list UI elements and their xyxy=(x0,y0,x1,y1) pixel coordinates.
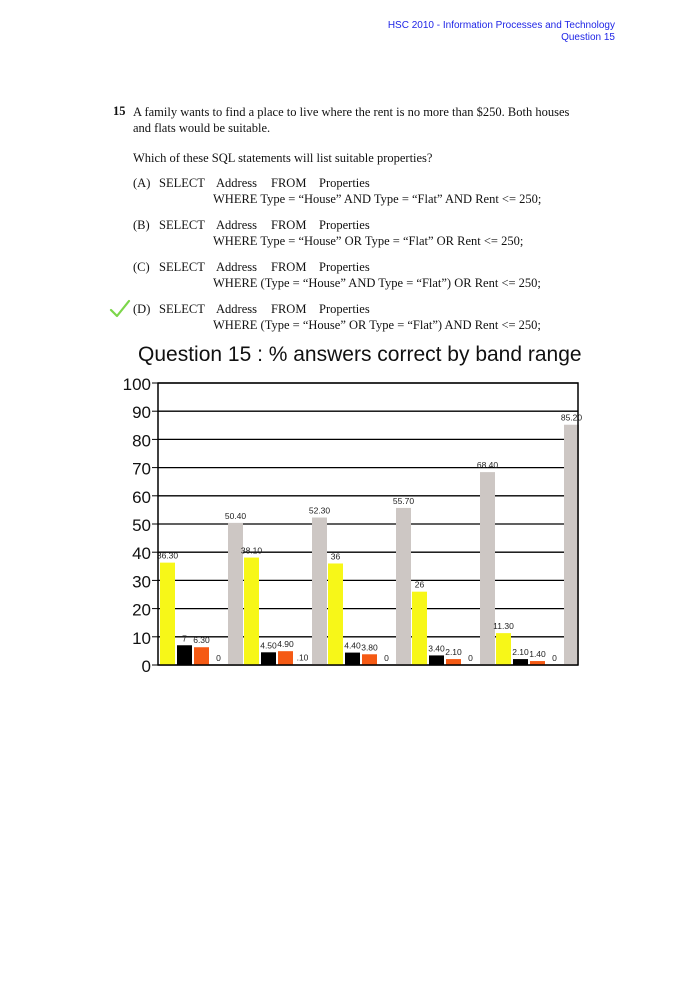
y-tick-label: 90 xyxy=(132,403,151,423)
data-label: 4.90 xyxy=(277,639,294,650)
y-tick-label: 70 xyxy=(132,459,151,479)
bar-orange xyxy=(446,659,461,665)
option-b-label: (B) xyxy=(133,218,150,232)
data-label: 26 xyxy=(414,579,425,590)
data-label: 2.10 xyxy=(445,647,462,658)
option-d-where: WHERE (Type = “House” OR Type = “Flat”) AND Rent <= 250; xyxy=(213,318,541,332)
option-c xyxy=(133,260,588,292)
bar-yellow xyxy=(160,563,175,665)
bar-grey xyxy=(228,523,243,665)
data-label: 50.40 xyxy=(224,510,247,521)
y-tick-label: 30 xyxy=(132,572,151,592)
data-label: 1.40 xyxy=(529,649,546,660)
option-a xyxy=(133,176,588,208)
data-label: 6.30 xyxy=(193,635,210,646)
option-b-from: FROM xyxy=(271,218,307,232)
question-number: 15 xyxy=(113,104,126,118)
page-header xyxy=(388,20,615,44)
option-c-from: FROM xyxy=(271,260,307,274)
data-label: 0 xyxy=(384,653,389,663)
data-label: 55.70 xyxy=(392,495,415,506)
option-c-select: SELECT xyxy=(159,260,205,274)
option-b xyxy=(133,218,588,250)
data-label: 4.40 xyxy=(344,640,361,651)
data-label: 7 xyxy=(182,633,187,644)
option-a-select: SELECT xyxy=(159,176,205,190)
bar-yellow xyxy=(244,558,259,665)
data-label: 0 xyxy=(468,653,473,663)
bar-yellow xyxy=(496,633,511,665)
data-label: 0 xyxy=(216,653,221,663)
data-label: .10 xyxy=(296,652,309,663)
y-tick-label: 20 xyxy=(132,600,151,620)
data-label: 36.30 xyxy=(156,550,179,561)
bar-orange xyxy=(278,651,293,665)
bar-black xyxy=(513,659,528,665)
option-d-field: Address xyxy=(216,302,257,316)
chart-title: Question 15 : % answers correct by band range xyxy=(138,343,582,366)
option-c-label: (C) xyxy=(133,260,150,274)
bar-orange xyxy=(194,647,209,665)
data-label: 4.50 xyxy=(260,640,277,651)
option-d-select: SELECT xyxy=(159,302,205,316)
bar-yellow xyxy=(412,592,427,665)
bar-yellow xyxy=(328,563,343,665)
data-label: 3.40 xyxy=(428,643,445,654)
y-tick-label: 10 xyxy=(132,628,151,648)
option-d-from: FROM xyxy=(271,302,307,316)
y-tick-label: 50 xyxy=(132,516,151,535)
option-d-label: (D) xyxy=(133,302,151,316)
data-label: 52.30 xyxy=(308,505,331,516)
bar-black xyxy=(177,645,192,665)
question-block xyxy=(113,104,588,334)
bar-black xyxy=(345,653,360,665)
question-prompt: Which of these SQL statements will list suitable properties? xyxy=(133,151,433,165)
y-tick-label: 80 xyxy=(132,431,151,451)
bar-orange xyxy=(362,654,377,665)
option-d-table: Properties xyxy=(319,302,370,316)
data-label: 0 xyxy=(552,653,557,663)
option-a-where: WHERE Type = “House” AND Type = “Flat” AND Rent <= 250; xyxy=(213,192,542,206)
option-a-table: Properties xyxy=(319,176,370,190)
band-range-chart xyxy=(0,330,700,690)
bar-black xyxy=(261,652,276,665)
y-tick-label: 100 xyxy=(122,375,151,394)
bar-black xyxy=(429,655,444,665)
bar-grey xyxy=(564,425,579,665)
option-a-field: Address xyxy=(216,176,257,190)
y-tick-label: 60 xyxy=(132,487,151,507)
data-label: 11.30 xyxy=(493,621,514,632)
option-a-from: FROM xyxy=(271,176,307,190)
header-line-2: Question 15 xyxy=(561,32,615,43)
option-a-label: (A) xyxy=(133,176,151,190)
data-label: 3.80 xyxy=(361,642,378,653)
option-c-field: Address xyxy=(216,260,257,274)
option-c-where: WHERE (Type = “House” AND Type = “Flat”) OR Rent <= 250; xyxy=(213,276,541,290)
option-b-where: WHERE Type = “House” OR Type = “Flat” OR Rent <= 250; xyxy=(213,234,524,248)
header-line-1: HSC 2010 - Information Processes and Technology xyxy=(387,20,615,31)
option-b-field: Address xyxy=(216,218,257,232)
data-label: 38.10 xyxy=(240,545,263,556)
correct-check-icon xyxy=(109,298,131,320)
bar-grey xyxy=(396,508,411,665)
y-tick-label: 40 xyxy=(132,544,151,564)
option-b-select: SELECT xyxy=(159,218,205,232)
data-label: 2.10 xyxy=(512,647,529,658)
bar-grey xyxy=(312,518,327,665)
bar-grey xyxy=(480,472,495,665)
y-tick-label: 0 xyxy=(141,657,151,676)
option-c-table: Properties xyxy=(319,260,370,274)
question-stem: A family wants to find a place to live where the rent is no more than $250. Both houses and flats would be suitable. xyxy=(133,105,570,135)
data-label: 36 xyxy=(330,551,341,562)
data-label: 85.20 xyxy=(560,412,583,423)
data-label: 68.40 xyxy=(476,460,499,471)
option-b-table: Properties xyxy=(319,218,370,232)
